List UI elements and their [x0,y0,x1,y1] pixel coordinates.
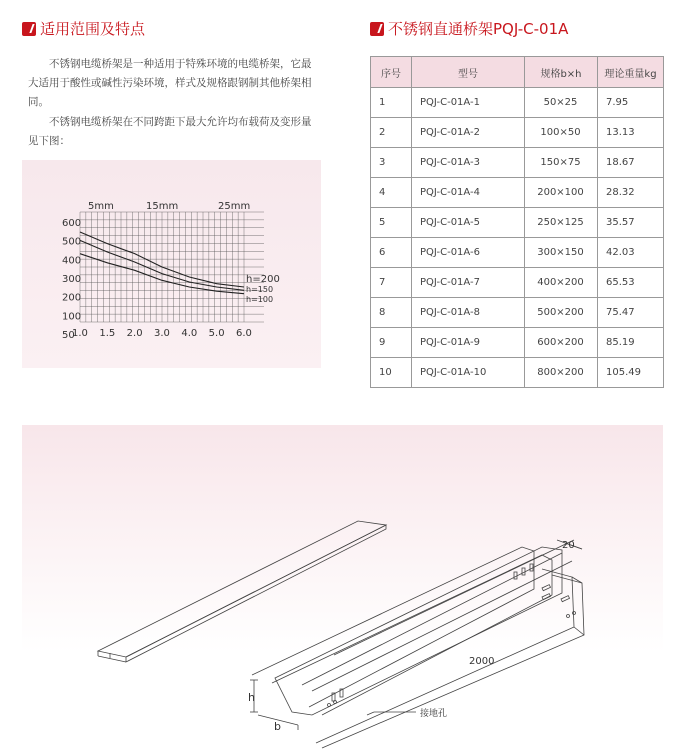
cell-weight: 105.49 [598,358,664,388]
cell-index: 4 [371,178,412,208]
top-deflection-label: 25mm [218,201,251,212]
cell-spec: 400×200 [525,268,598,298]
cell-model: PQJ-C-01A-6 [412,238,525,268]
y-tick-label: 100 [62,311,82,323]
cell-model: PQJ-C-01A-3 [412,148,525,178]
section-title-features [22,18,145,39]
dim-h-label: h [248,691,255,704]
cell-model: PQJ-C-01A-10 [412,358,525,388]
dim-width-label: 20 [562,540,575,551]
tray-drawing [22,425,663,750]
x-tick-label: 6.0 [236,328,252,339]
cell-weight: 42.03 [598,238,664,268]
series-label: h=100 [246,295,274,304]
dim-length-label: 2000 [469,656,495,667]
table-row [371,358,664,388]
cell-spec: 600×200 [525,328,598,358]
cell-spec: 200×100 [525,178,598,208]
table-row [371,268,664,298]
tray-body [252,547,584,748]
table-row [371,88,664,118]
ground-hole-callout: 接地孔 [420,709,448,719]
cell-index: 7 [371,268,412,298]
section-title-text: 适用范围及特点 [40,20,146,38]
cell-index: 3 [371,148,412,178]
section-title-text: 不锈钢直通桥架PQJ-C-01A [388,20,569,38]
load-chart [22,160,321,368]
x-tick-label: 1.5 [99,328,116,339]
cell-model: PQJ-C-01A-9 [412,328,525,358]
section-title-product [370,18,568,39]
table-row [371,148,664,178]
col-header-index: 序号 [371,57,412,88]
y-tick-label: 600 [62,218,82,229]
col-header-model: 型号 [412,57,525,88]
cell-weight: 13.13 [598,118,664,148]
lightning-icon [22,22,36,36]
cell-spec: 150×75 [525,148,598,178]
cell-spec: 50×25 [525,88,598,118]
cell-model: PQJ-C-01A-2 [412,118,525,148]
lightning-icon [370,22,384,36]
top-deflection-label: 15mm [146,201,179,212]
spec-table [370,56,664,388]
cell-weight: 85.19 [598,328,664,358]
description-paragraph-2: 不锈钢电缆桥架在不同跨距下最大允许均布载荷及变形量见下图： [28,116,312,147]
table-row [371,238,664,268]
cell-weight: 65.53 [598,268,664,298]
description-paragraph-1: 不锈钢电缆桥架是一种适用于特殊环境的电缆桥架，它最大适用于酸性或碱性污染环境，样式及规格跟钢制其他桥架相同。 [28,58,312,108]
cell-spec: 250×125 [525,208,598,238]
x-tick-label: 4.0 [181,328,198,339]
y-tick-label: 200 [62,292,82,304]
cell-model: PQJ-C-01A-4 [412,178,525,208]
cell-model: PQJ-C-01A-5 [412,208,525,238]
cell-weight: 28.32 [598,178,664,208]
y-tick-label: 500 [62,236,82,248]
col-header-weight: 理论重量kg [598,57,664,88]
x-tick-label: 3.0 [154,328,170,339]
table-row [371,208,664,238]
cell-index: 9 [371,328,412,358]
table-row [371,298,664,328]
cell-weight: 75.47 [598,298,664,328]
cell-index: 8 [371,298,412,328]
cell-spec: 800×200 [525,358,598,388]
dim-b-label: b [274,720,281,733]
cell-weight: 35.57 [598,208,664,238]
cell-model: PQJ-C-01A-7 [412,268,525,298]
cell-index: 5 [371,208,412,238]
series-label: h=150 [246,285,274,294]
cell-spec: 100×50 [525,118,598,148]
cell-index: 10 [371,358,412,388]
x-tick-label: 5.0 [208,328,225,339]
cell-model: PQJ-C-01A-1 [412,88,525,118]
cell-weight: 7.95 [598,88,664,118]
cell-index: 1 [371,88,412,118]
cell-index: 2 [371,118,412,148]
table-row [371,118,664,148]
col-header-spec: 规格b×h [525,57,598,88]
cover-plate [98,521,386,662]
table-row [371,178,664,208]
tray-drawing-panel [22,425,663,750]
cell-spec: 500×200 [525,298,598,328]
x-tick-label: 1.0 [72,328,88,339]
y-tick-label: 400 [62,255,82,267]
y-tick-label: 300 [62,274,82,285]
y-tick-label: 50 [62,330,75,341]
table-header-row [371,57,664,88]
cell-weight: 18.67 [598,148,664,178]
cell-model: PQJ-C-01A-8 [412,298,525,328]
series-label: h=200 [246,274,280,285]
load-chart-panel [22,160,321,368]
x-tick-label: 2.0 [126,328,143,339]
cell-spec: 300×150 [525,238,598,268]
top-deflection-label: 5mm [88,201,114,212]
cell-index: 6 [371,238,412,268]
table-row [371,328,664,358]
